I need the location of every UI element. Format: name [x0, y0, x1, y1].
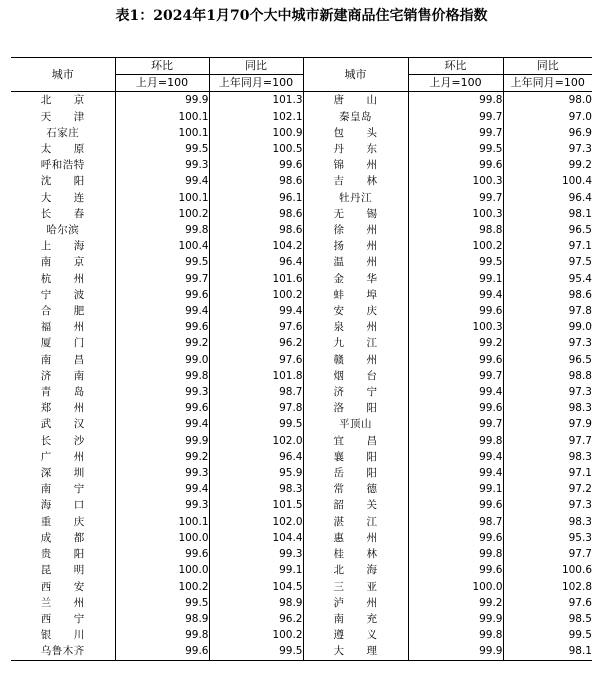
price-index-table	[11, 57, 592, 661]
mom-left-cell: 99.6	[115, 287, 209, 303]
table-row	[11, 190, 592, 206]
yoy-right-cell: 97.1	[503, 465, 592, 481]
city-right-cell: 三 亚	[303, 579, 408, 595]
table-body	[11, 92, 592, 660]
table-row	[11, 416, 592, 432]
mom-left-cell: 100.1	[115, 514, 209, 530]
mom-right-cell: 99.5	[408, 254, 503, 270]
city-left-cell: 武 汉	[40, 418, 85, 431]
yoy-left-cell: 95.9	[209, 465, 303, 481]
city-left-cell: 上 海	[40, 240, 85, 253]
yoy-left-cell: 100.9	[209, 125, 303, 141]
yoy-right-cell: 102.8	[503, 579, 592, 595]
yoy-base-left: 上年同月=100	[209, 75, 303, 92]
mom-right-cell: 99.6	[408, 352, 503, 368]
table-row	[11, 368, 592, 384]
city-left-cell: 广 州	[40, 450, 85, 463]
city-right-cell: 常 德	[303, 481, 408, 497]
city-right-cell: 九 江	[303, 335, 408, 351]
yoy-header-left: 同比	[209, 58, 303, 75]
mom-left-cell: 99.3	[115, 497, 209, 513]
yoy-right-cell: 98.6	[503, 287, 592, 303]
city-right-cell: 金 华	[303, 271, 408, 287]
city-left-cell: 沈 阳	[40, 175, 85, 188]
yoy-left-cell: 96.1	[209, 190, 303, 206]
yoy-left-cell: 96.4	[209, 254, 303, 270]
yoy-left-cell: 99.5	[209, 643, 303, 660]
city-left-cell: 郑 州	[40, 402, 85, 415]
yoy-right-cell: 98.8	[503, 368, 592, 384]
yoy-left-cell: 98.3	[209, 481, 303, 497]
city-left-cell: 福 州	[40, 321, 85, 334]
yoy-right-cell: 95.3	[503, 530, 592, 546]
table-row	[11, 433, 592, 449]
city-right-cell: 襄 阳	[303, 449, 408, 465]
city-right-cell: 无 锡	[303, 206, 408, 222]
mom-left-cell: 99.6	[115, 643, 209, 660]
mom-right-cell: 99.6	[408, 530, 503, 546]
mom-left-cell: 100.1	[115, 190, 209, 206]
yoy-right-cell: 96.5	[503, 222, 592, 238]
mom-right-cell: 99.7	[408, 368, 503, 384]
yoy-right-cell: 97.3	[503, 384, 592, 400]
city-right-cell: 南 充	[303, 611, 408, 627]
mom-left-cell: 99.8	[115, 368, 209, 384]
table-row	[11, 287, 592, 303]
mom-right-cell: 99.8	[408, 546, 503, 562]
yoy-right-cell: 99.5	[503, 627, 592, 643]
mom-right-cell: 100.3	[408, 319, 503, 335]
city-right-cell: 丹 东	[303, 141, 408, 157]
table-row	[11, 449, 592, 465]
mom-right-cell: 99.7	[408, 190, 503, 206]
mom-left-cell: 99.8	[115, 222, 209, 238]
yoy-left-cell: 99.3	[209, 546, 303, 562]
city-right-cell: 北 海	[303, 562, 408, 578]
mom-right-cell: 99.6	[408, 157, 503, 173]
yoy-right-cell: 99.2	[503, 157, 592, 173]
city-left-cell: 厦 门	[40, 337, 85, 350]
city-left-cell: 成 都	[40, 531, 85, 544]
mom-right-cell: 99.7	[408, 109, 503, 125]
yoy-right-cell: 97.6	[503, 595, 592, 611]
yoy-right-cell: 100.4	[503, 173, 592, 189]
table-row	[11, 352, 592, 368]
yoy-right-cell: 96.5	[503, 352, 592, 368]
mom-left-cell: 99.6	[115, 400, 209, 416]
mom-right-cell: 99.4	[408, 449, 503, 465]
mom-right-cell: 99.9	[408, 643, 503, 660]
mom-left-cell: 99.8	[115, 627, 209, 643]
city-left-cell: 济 南	[40, 369, 85, 382]
city-right-cell: 宜 昌	[303, 433, 408, 449]
mom-right-cell: 100.3	[408, 173, 503, 189]
mom-left-cell: 100.0	[115, 562, 209, 578]
table-row	[11, 595, 592, 611]
table-row	[11, 384, 592, 400]
mom-left-cell: 99.9	[115, 433, 209, 449]
yoy-right-cell: 97.7	[503, 546, 592, 562]
city-right-cell: 吉 林	[303, 173, 408, 189]
city-left-cell: 长 春	[40, 207, 85, 220]
mom-left-cell: 99.6	[115, 319, 209, 335]
city-right-cell: 唐 山	[303, 92, 408, 109]
city-left-cell: 北 京	[40, 94, 85, 107]
yoy-header-right: 同比	[503, 58, 592, 75]
table-row	[11, 141, 592, 157]
yoy-left-cell: 102.0	[209, 514, 303, 530]
mom-left-cell: 100.4	[115, 238, 209, 254]
yoy-right-cell: 98.3	[503, 449, 592, 465]
table-row	[11, 481, 592, 497]
mom-left-cell: 99.6	[115, 546, 209, 562]
city-left-cell: 乌鲁木齐	[11, 643, 115, 660]
table-row	[11, 125, 592, 141]
mom-right-cell: 99.5	[408, 141, 503, 157]
yoy-right-cell: 98.5	[503, 611, 592, 627]
mom-right-cell: 100.3	[408, 206, 503, 222]
city-right-cell: 扬 州	[303, 238, 408, 254]
table-row	[11, 109, 592, 125]
yoy-right-cell: 99.0	[503, 319, 592, 335]
city-left-cell: 西 宁	[40, 612, 85, 625]
city-right-cell: 泸 州	[303, 595, 408, 611]
table-row	[11, 303, 592, 319]
table-title: 表1：2024年1月70个大中城市新建商品住宅销售价格指数	[115, 8, 488, 24]
city-right-cell: 徐 州	[303, 222, 408, 238]
mom-left-cell: 99.4	[115, 481, 209, 497]
mom-left-cell: 99.4	[115, 173, 209, 189]
city-right-cell: 济 宁	[303, 384, 408, 400]
yoy-left-cell: 96.2	[209, 335, 303, 351]
mom-base-right: 上月=100	[408, 75, 503, 92]
mom-left-cell: 99.4	[115, 303, 209, 319]
city-right-cell: 秦皇岛	[303, 109, 408, 125]
yoy-left-cell: 97.6	[209, 352, 303, 368]
yoy-base-right: 上年同月=100	[503, 75, 592, 92]
city-left-cell: 大 连	[40, 191, 85, 204]
city-header-right: 城市	[303, 58, 408, 92]
yoy-left-cell: 100.5	[209, 141, 303, 157]
table-row	[11, 173, 592, 189]
mom-left-cell: 99.5	[115, 254, 209, 270]
table-row	[11, 514, 592, 530]
mom-right-cell: 99.8	[408, 92, 503, 109]
table-row	[11, 254, 592, 270]
yoy-left-cell: 96.4	[209, 449, 303, 465]
yoy-left-cell: 104.2	[209, 238, 303, 254]
city-right-cell: 岳 阳	[303, 465, 408, 481]
city-left-cell: 合 肥	[40, 305, 85, 318]
city-right-cell: 惠 州	[303, 530, 408, 546]
yoy-right-cell: 97.8	[503, 303, 592, 319]
table-row	[11, 530, 592, 546]
mom-header-left: 环比	[115, 58, 209, 75]
yoy-right-cell: 100.6	[503, 562, 592, 578]
mom-right-cell: 99.8	[408, 433, 503, 449]
city-right-cell: 泉 州	[303, 319, 408, 335]
city-left-cell: 西 安	[40, 580, 85, 593]
mom-left-cell: 99.0	[115, 352, 209, 368]
mom-right-cell: 99.6	[408, 497, 503, 513]
city-left-cell: 贵 阳	[40, 548, 85, 561]
table-row	[11, 497, 592, 513]
yoy-right-cell: 97.1	[503, 238, 592, 254]
mom-left-cell: 99.2	[115, 449, 209, 465]
yoy-right-cell: 97.0	[503, 109, 592, 125]
table-row	[11, 222, 592, 238]
yoy-left-cell: 101.5	[209, 497, 303, 513]
yoy-left-cell: 98.7	[209, 384, 303, 400]
mom-right-cell: 99.2	[408, 595, 503, 611]
yoy-left-cell: 98.9	[209, 595, 303, 611]
yoy-left-cell: 104.4	[209, 530, 303, 546]
city-right-cell: 遵 义	[303, 627, 408, 643]
yoy-left-cell: 99.5	[209, 416, 303, 432]
yoy-left-cell: 97.6	[209, 319, 303, 335]
city-right-cell: 大 理	[303, 643, 408, 660]
yoy-right-cell: 98.1	[503, 206, 592, 222]
yoy-left-cell: 99.1	[209, 562, 303, 578]
mom-left-cell: 99.3	[115, 465, 209, 481]
table-row	[11, 627, 592, 643]
mom-right-cell: 98.8	[408, 222, 503, 238]
mom-left-cell: 99.5	[115, 141, 209, 157]
yoy-left-cell: 101.3	[209, 92, 303, 109]
yoy-right-cell: 98.3	[503, 400, 592, 416]
mom-left-cell: 100.1	[115, 109, 209, 125]
table-row	[11, 579, 592, 595]
city-header-left: 城市	[11, 58, 115, 92]
yoy-left-cell: 102.1	[209, 109, 303, 125]
mom-left-cell: 99.5	[115, 595, 209, 611]
yoy-right-cell: 97.2	[503, 481, 592, 497]
yoy-left-cell: 98.6	[209, 173, 303, 189]
mom-right-cell: 99.8	[408, 627, 503, 643]
table-row	[11, 546, 592, 562]
yoy-left-cell: 100.2	[209, 627, 303, 643]
mom-left-cell: 99.7	[115, 271, 209, 287]
city-right-cell: 安 庆	[303, 303, 408, 319]
city-left-cell: 天 津	[40, 110, 85, 123]
mom-right-cell: 99.6	[408, 400, 503, 416]
city-left-cell: 重 庆	[40, 515, 85, 528]
table-row	[11, 206, 592, 222]
city-left-cell: 宁 波	[40, 288, 85, 301]
mom-left-cell: 99.9	[115, 92, 209, 109]
table-row	[11, 271, 592, 287]
mom-right-cell: 99.7	[408, 416, 503, 432]
city-right-cell: 桂 林	[303, 546, 408, 562]
yoy-right-cell: 97.9	[503, 416, 592, 432]
city-right-cell: 平顶山	[303, 416, 408, 432]
city-left-cell: 海 口	[40, 499, 85, 512]
yoy-right-cell: 97.3	[503, 141, 592, 157]
city-left-cell: 南 宁	[40, 483, 85, 496]
yoy-right-cell: 96.9	[503, 125, 592, 141]
city-left-cell: 南 京	[40, 256, 85, 269]
yoy-left-cell: 101.8	[209, 368, 303, 384]
mom-right-cell: 99.1	[408, 271, 503, 287]
city-left-cell: 哈尔滨	[46, 224, 80, 237]
mom-left-cell: 100.0	[115, 530, 209, 546]
city-left-cell: 长 沙	[40, 434, 85, 447]
yoy-right-cell: 97.7	[503, 433, 592, 449]
mom-right-cell: 99.1	[408, 481, 503, 497]
table-row	[11, 400, 592, 416]
yoy-right-cell: 97.5	[503, 254, 592, 270]
mom-right-cell: 99.9	[408, 611, 503, 627]
mom-left-cell: 99.4	[115, 416, 209, 432]
yoy-left-cell: 100.2	[209, 287, 303, 303]
mom-right-cell: 99.6	[408, 303, 503, 319]
city-left-cell: 太 原	[40, 143, 85, 156]
yoy-left-cell: 97.8	[209, 400, 303, 416]
city-left-cell: 呼和浩特	[40, 159, 85, 172]
mom-left-cell: 100.2	[115, 206, 209, 222]
table-row	[11, 157, 592, 173]
city-left-cell: 杭 州	[40, 272, 85, 285]
yoy-left-cell: 98.6	[209, 222, 303, 238]
city-right-cell: 牡丹江	[303, 190, 408, 206]
yoy-left-cell: 101.6	[209, 271, 303, 287]
mom-right-cell: 98.7	[408, 514, 503, 530]
yoy-right-cell: 98.0	[503, 92, 592, 109]
mom-right-cell: 99.6	[408, 562, 503, 578]
mom-left-cell: 98.9	[115, 611, 209, 627]
mom-header-right: 环比	[408, 58, 503, 75]
city-left-cell: 南 昌	[40, 353, 85, 366]
table-row	[11, 465, 592, 481]
yoy-left-cell: 99.6	[209, 157, 303, 173]
city-right-cell: 赣 州	[303, 352, 408, 368]
city-right-cell: 湛 江	[303, 514, 408, 530]
city-right-cell: 锦 州	[303, 157, 408, 173]
table-row	[11, 238, 592, 254]
mom-right-cell: 99.4	[408, 384, 503, 400]
yoy-left-cell: 96.2	[209, 611, 303, 627]
city-right-cell: 韶 关	[303, 497, 408, 513]
mom-left-cell: 100.2	[115, 579, 209, 595]
mom-left-cell: 99.2	[115, 335, 209, 351]
yoy-right-cell: 97.3	[503, 497, 592, 513]
table-row	[11, 319, 592, 335]
yoy-right-cell: 96.4	[503, 190, 592, 206]
yoy-left-cell: 98.6	[209, 206, 303, 222]
mom-base-left: 上月=100	[115, 75, 209, 92]
mom-right-cell: 100.0	[408, 579, 503, 595]
city-left-cell: 银 川	[40, 629, 85, 642]
mom-right-cell: 100.2	[408, 238, 503, 254]
mom-right-cell: 99.4	[408, 287, 503, 303]
city-right-cell: 温 州	[303, 254, 408, 270]
table-row	[11, 611, 592, 627]
table-row	[11, 335, 592, 351]
city-right-cell: 包 头	[303, 125, 408, 141]
city-left-cell: 兰 州	[40, 596, 85, 609]
yoy-right-cell: 95.4	[503, 271, 592, 287]
yoy-left-cell: 99.4	[209, 303, 303, 319]
city-right-cell: 洛 阳	[303, 400, 408, 416]
mom-left-cell: 99.3	[115, 157, 209, 173]
mom-right-cell: 99.7	[408, 125, 503, 141]
mom-right-cell: 99.2	[408, 335, 503, 351]
yoy-right-cell: 98.3	[503, 514, 592, 530]
yoy-left-cell: 102.0	[209, 433, 303, 449]
city-left-cell: 昆 明	[40, 564, 85, 577]
city-right-cell: 蚌 埠	[303, 287, 408, 303]
yoy-right-cell: 98.1	[503, 643, 592, 660]
city-right-cell: 烟 台	[303, 368, 408, 384]
table-row	[11, 643, 592, 660]
table-row	[11, 92, 592, 109]
mom-left-cell: 99.3	[115, 384, 209, 400]
mom-right-cell: 99.4	[408, 465, 503, 481]
city-left-cell: 石家庄	[46, 126, 80, 139]
mom-left-cell: 100.1	[115, 125, 209, 141]
city-left-cell: 深 圳	[40, 467, 85, 480]
yoy-left-cell: 104.5	[209, 579, 303, 595]
city-left-cell: 青 岛	[40, 386, 85, 399]
yoy-right-cell: 97.3	[503, 335, 592, 351]
table-row	[11, 562, 592, 578]
